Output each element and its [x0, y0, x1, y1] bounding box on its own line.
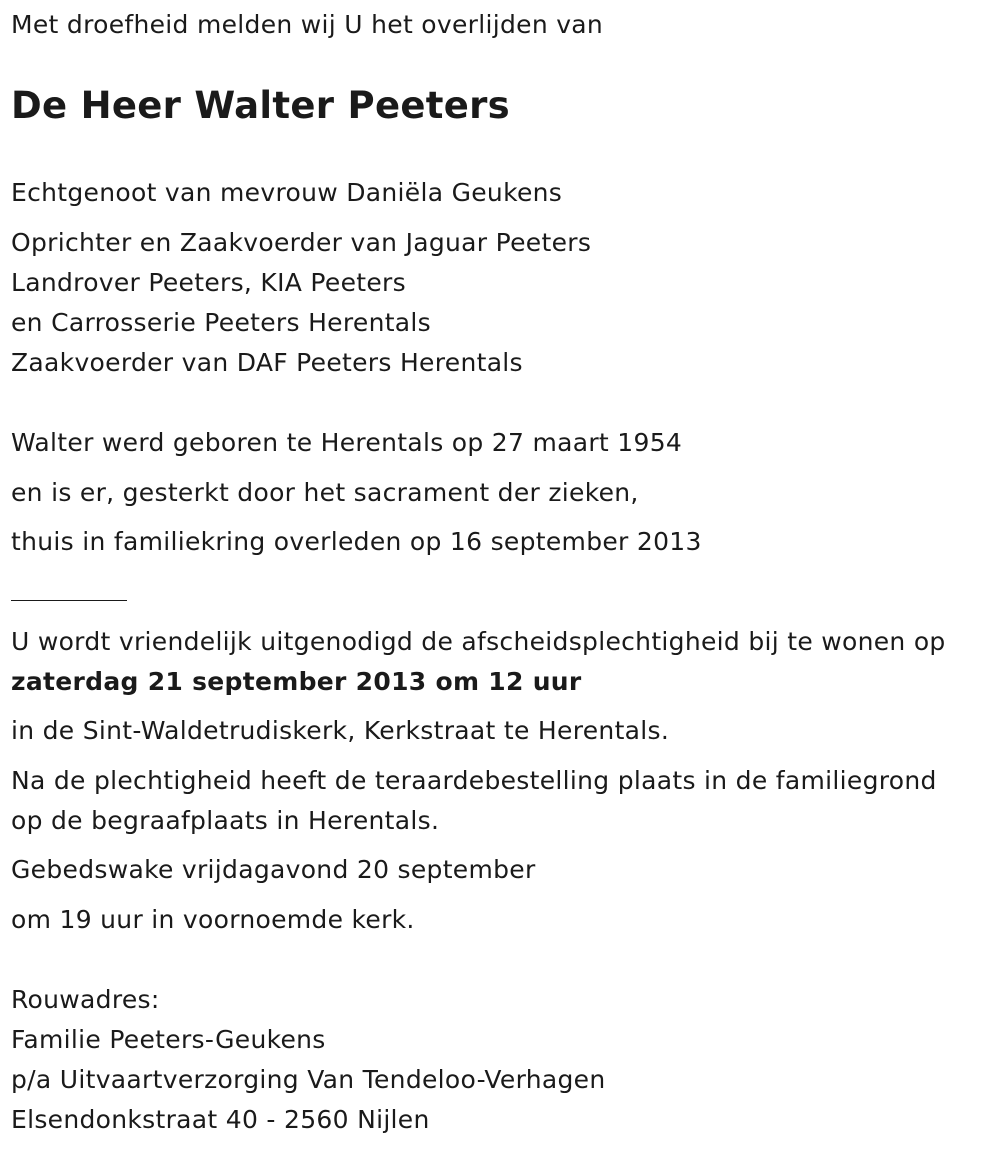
address-label: Rouwadres:: [11, 985, 160, 1014]
life-line: en is er, gesterkt door het sacrament der zieken,: [11, 478, 639, 507]
relation-line: en Carrosserie Peeters Herentals: [11, 308, 431, 337]
burial-line: op de begraafplaats in Herentals.: [11, 806, 440, 835]
address-line: Elsendonkstraat 40 - 2560 Nijlen: [11, 1105, 430, 1134]
section-divider: [11, 600, 127, 601]
intro-text: Met droefheid melden wij U het overlijden van: [11, 10, 604, 39]
address-line: Familie Peeters-Geukens: [11, 1025, 326, 1054]
wake-line: om 19 uur in voornoemde kerk.: [11, 905, 415, 934]
relation-line: Oprichter en Zaakvoerder van Jaguar Peeters: [11, 228, 592, 257]
ceremony-location: in de Sint-Waldetrudiskerk, Kerkstraat te Herentals.: [11, 716, 670, 745]
address-line: p/a Uitvaartverzorging Van Tendeloo-Verhagen: [11, 1065, 606, 1094]
life-line: Walter werd geboren te Herentals op 27 maart 1954: [11, 428, 683, 457]
relation-line: Landrover Peeters, KIA Peeters: [11, 268, 406, 297]
invitation-text: U wordt vriendelijk uitgenodigd de afscheidsplechtigheid bij te wonen op: [11, 627, 946, 656]
relation-line: Zaakvoerder van DAF Peeters Herentals: [11, 348, 523, 377]
deceased-name: De Heer Walter Peeters: [11, 84, 510, 127]
wake-line: Gebedswake vrijdagavond 20 september: [11, 855, 536, 884]
life-line: thuis in familiekring overleden op 16 september 2013: [11, 527, 702, 556]
relation-line: Echtgenoot van mevrouw Daniëla Geukens: [11, 178, 563, 207]
burial-line: Na de plechtigheid heeft de teraardebestelling plaats in de familiegrond: [11, 766, 937, 795]
ceremony-date-time: zaterdag 21 september 2013 om 12 uur: [11, 667, 582, 696]
